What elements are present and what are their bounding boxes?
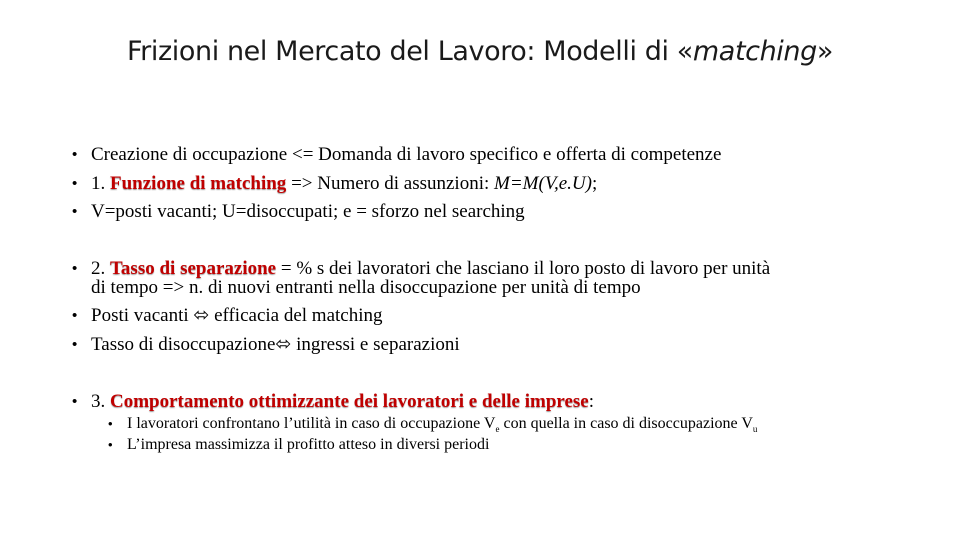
bullet-text: [91, 259, 770, 279]
bullet-dot: •: [72, 175, 78, 192]
highlight-comportamento: Comportamento ottimizzante dei lavoratori e delle imprese: [110, 391, 589, 412]
bullet-text: [91, 335, 460, 355]
bullet-text: di tempo => n. di nuovi entranti nella disoccupazione per unità di tempo: [91, 277, 641, 298]
sub-part: con quella in caso di disoccupazione V: [499, 415, 753, 432]
bullet-part: Tasso di disoccupazione: [91, 334, 276, 355]
bullet-end: :: [588, 391, 595, 412]
bullet-end: ;: [591, 173, 598, 194]
bullet-dot: •: [108, 437, 113, 452]
double-arrow-icon: ⬄: [275, 334, 292, 355]
bullet-dot: •: [72, 203, 78, 220]
bullet-part: efficacia del matching: [209, 305, 383, 326]
subscript: u: [752, 424, 758, 435]
sub-bullet-text: L’impresa massimizza il profitto atteso in diversi periodi: [127, 436, 490, 453]
title-main: Frizioni nel Mercato del Lavoro: Modelli di «: [127, 36, 693, 67]
bullet-prefix: 2.: [91, 258, 110, 279]
bullet-dot: •: [72, 393, 78, 410]
sub-part: I lavoratori confrontano l’utilità in caso di occupazione V: [127, 415, 496, 432]
double-arrow-icon: ⬄: [193, 305, 210, 326]
title-italic: matching: [692, 36, 817, 67]
bullet-part: Posti vacanti: [91, 305, 194, 326]
matching-formula: M=M(V,e.U): [494, 173, 592, 194]
bullet-prefix: 1.: [91, 173, 110, 194]
bullet-text: [91, 392, 594, 412]
bullet-text: [91, 306, 383, 326]
subscript: e: [495, 424, 500, 435]
bullet-text: Creazione di occupazione <= Domanda di lavoro specifico e offerta di competenze: [91, 144, 722, 165]
highlight-funzione-matching: Funzione di matching: [110, 173, 287, 194]
bullet-dot: •: [108, 416, 113, 431]
slide-title: [0, 36, 960, 67]
bullet-text: [91, 174, 597, 194]
bullet-dot: •: [72, 146, 78, 163]
bullet-part: ingressi e separazioni: [291, 334, 460, 355]
title-end: »: [816, 36, 833, 67]
bullet-dot: •: [72, 336, 78, 353]
bullet-mid: => Numero di assunzioni:: [286, 173, 495, 194]
bullet-rest: = % s dei lavoratori che lasciano il loro posto di lavoro per unità: [276, 258, 771, 279]
sub-bullet-text: [127, 415, 757, 438]
highlight-tasso-separazione: Tasso di separazione: [110, 258, 277, 279]
bullet-dot: •: [72, 260, 78, 277]
bullet-prefix: 3.: [91, 391, 110, 412]
bullet-text: V=posti vacanti; U=disoccupati; e = sforzo nel searching: [91, 201, 525, 222]
bullet-dot: •: [72, 307, 78, 324]
